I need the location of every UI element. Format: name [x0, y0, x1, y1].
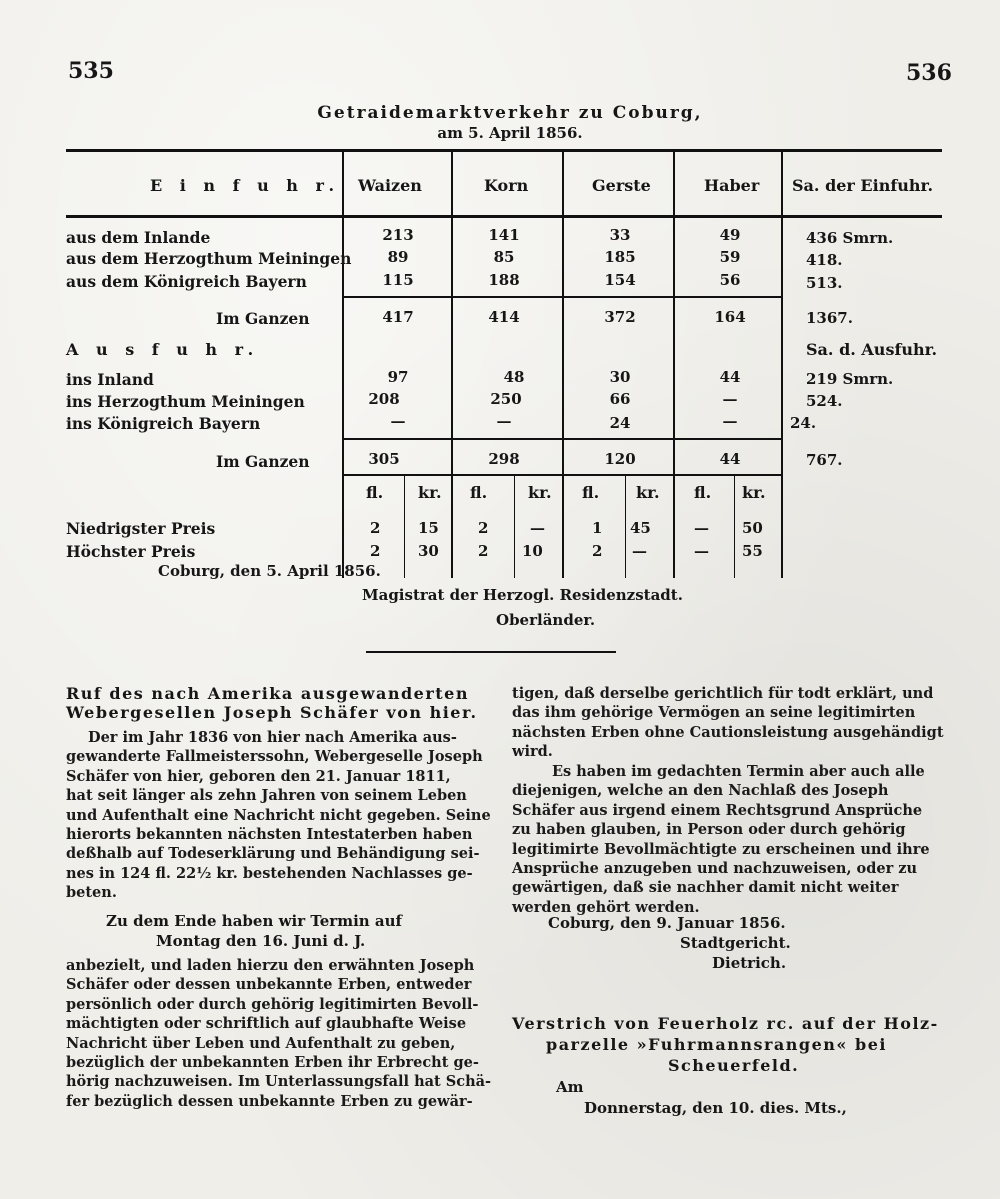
auction-heading-line3: Scheuerfeld. [668, 1056, 800, 1075]
price-cell: 2 [478, 542, 489, 560]
text-line: Nachricht über Leben und Aufenthalt zu geben, [66, 1034, 456, 1052]
price-cell: — [694, 519, 709, 537]
export-row-label: ins Königreich Bayern [66, 414, 261, 433]
import-cell: 85 [493, 248, 515, 266]
market-authority: Magistrat der Herzogl. Residenzstadt. [362, 586, 683, 604]
export-cell: 250 [490, 390, 522, 408]
text-line: deßhalb auf Todeserklärung und Behändigung sei- [66, 845, 480, 863]
text-line: das ihm gehörige Vermögen an seine legitimirten [512, 704, 916, 722]
notice-right-paragraph-2 [512, 762, 952, 917]
text-line: gewärtigen, daß sie nachher damit nicht weiter [512, 879, 899, 897]
price-cell: — [694, 542, 709, 560]
text-line: Ansprüche anzugeben und nachzuweisen, oder zu [512, 860, 918, 878]
import-cell: 154 [604, 271, 636, 289]
price-cell: 30 [418, 542, 439, 560]
export-row-label: ins Herzogthum Meiningen [66, 392, 305, 411]
export-total-sum: 767. [806, 451, 843, 469]
export-cell: 44 [719, 368, 741, 386]
price-cell: 15 [418, 519, 439, 537]
auction-heading-line1: Verstrich von Feuerholz rc. auf der Holz- [512, 1014, 939, 1033]
price-cell: 10 [522, 542, 543, 560]
text-line: gewanderte Fallmeisterssohn, Webergeselle Joseph [66, 748, 483, 766]
price-row-label: Niedrigster Preis [66, 519, 216, 538]
export-total-cell: 44 [719, 450, 741, 468]
notice-right-paragraph-1 [512, 684, 952, 762]
court-signer: Dietrich. [712, 954, 787, 972]
import-cell: 213 [382, 226, 414, 244]
text-line: zu haben glauben, in Person oder durch gehörig [512, 821, 906, 839]
export-cell: 48 [503, 368, 525, 386]
unit-kr: kr. [528, 483, 552, 502]
header-waizen: Waizen [358, 176, 422, 195]
export-cell: 97 [387, 368, 409, 386]
export-total-cell: 298 [488, 450, 520, 468]
text-line: hörig nachzuweisen. Im Unterlassungsfall hat Schä- [66, 1073, 492, 1091]
auction-date: Donnerstag, den 10. dies. Mts., [584, 1099, 847, 1117]
export-total-label: Im Ganzen [216, 452, 310, 471]
notice-paragraph-1 [66, 728, 491, 903]
table-vline-5 [781, 150, 783, 578]
notice-termin-line: Zu dem Ende haben wir Termin auf [106, 912, 402, 930]
table-vline-2 [451, 150, 453, 578]
court-date: Coburg, den 9. Januar 1856. [548, 914, 786, 932]
price-cell: 2 [592, 542, 603, 560]
header-gerste: Gerste [592, 176, 651, 195]
export-row-label: ins Inland [66, 370, 154, 389]
court-name: Stadtgericht. [680, 934, 791, 952]
header-haber: Haber [704, 176, 760, 195]
export-sum: 219 Smrn. [806, 370, 894, 388]
export-total-cell: 305 [368, 450, 400, 468]
export-cell: 208 [368, 390, 400, 408]
import-cell: 141 [488, 226, 520, 244]
notice-paragraph-3 [66, 956, 492, 1111]
text-line: Schäfer aus irgend einem Rechtsgrund Ansprüche [512, 801, 923, 819]
import-total-cell: 164 [714, 308, 746, 326]
import-total-cell: 414 [488, 308, 520, 326]
text-line: tigen, daß derselbe gerichtlich für todt erklärt, und [512, 685, 934, 702]
text-line: nächsten Erben ohne Cautionsleistung ausgehändigt [512, 723, 944, 741]
import-total-cell: 417 [382, 308, 414, 326]
import-sum: 436 Smrn. [806, 229, 894, 247]
price-cell: 2 [370, 519, 381, 537]
header-ausfuhr: A u s f u h r. [66, 340, 260, 359]
market-signer: Oberländer. [496, 611, 596, 629]
text-line: legitimirte Bevollmächtigte zu erscheinen und ihre [512, 840, 930, 858]
price-cell: 45 [630, 519, 651, 537]
export-cell: 24 [609, 414, 631, 432]
header-sum-ausfuhr: Sa. d. Ausfuhr. [806, 340, 938, 359]
import-cell: 115 [382, 271, 414, 289]
export-cell: 66 [609, 390, 631, 408]
price-cell: 2 [478, 519, 489, 537]
text-line: anbezielt, und laden hierzu den erwähnten Joseph [66, 957, 475, 974]
unit-fl: fl. [470, 483, 488, 502]
text-line: diejenigen, welche an den Nachlaß des Joseph [512, 782, 889, 800]
section-divider [366, 651, 616, 653]
page-number-left: 535 [68, 58, 114, 84]
text-line: Schäfer oder dessen unbekannte Erben, entweder [66, 976, 472, 994]
table-header-rule [66, 215, 942, 218]
unit-fl: fl. [694, 483, 712, 502]
text-line: bezüglich der unbekannten Erben ihr Erbrecht ge- [66, 1054, 479, 1072]
notice-heading-line2: Webergesellen Joseph Schäfer von hier. [66, 703, 478, 722]
export-sum: 524. [806, 392, 843, 410]
auction-heading-line2: parzelle »Fuhrmannsrangen« bei [546, 1035, 887, 1054]
text-line: persönlich oder durch gehörig legitimirten Bevoll- [66, 995, 479, 1013]
price-divider-3 [625, 476, 626, 578]
notice-heading-line1: Ruf des nach Amerika ausgewanderten [66, 684, 469, 703]
unit-kr: kr. [636, 483, 660, 502]
price-divider-1 [404, 476, 405, 578]
table-vline-3 [562, 150, 564, 578]
import-cell: 89 [387, 248, 409, 266]
import-cell: 56 [719, 271, 741, 289]
text-line: nes in 124 fl. 22½ kr. bestehenden Nachlasses ge- [66, 864, 473, 882]
import-cell: 188 [488, 271, 520, 289]
export-cell: — [722, 390, 738, 408]
text-line: Es haben im gedachten Termin aber auch alle [552, 763, 925, 780]
price-cell: 1 [592, 519, 603, 537]
import-total-cell: 372 [604, 308, 636, 326]
import-row-label: aus dem Königreich Bayern [66, 272, 307, 291]
export-cell: 30 [609, 368, 631, 386]
import-row-label: aus dem Inlande [66, 228, 211, 247]
price-divider-4 [734, 476, 735, 578]
import-total-label: Im Ganzen [216, 309, 310, 328]
auction-am: Am [556, 1078, 584, 1096]
header-korn: Korn [484, 176, 529, 195]
price-cell: 2 [370, 542, 381, 560]
export-cell: — [496, 412, 512, 430]
text-line: und Aufenthalt eine Nachricht nicht gegeben. Seine [66, 806, 491, 824]
text-line: wird. [512, 743, 553, 761]
text-line: mächtigten oder schriftlich auf glaubhafte Weise [66, 1015, 467, 1033]
text-line: hierorts bekannten nächsten Intestaterben haben [66, 826, 473, 844]
import-cell: 59 [719, 248, 741, 266]
header-einfuhr: E i n f u h r. [150, 176, 341, 195]
notice-termin-date: Montag den 16. Juni d. J. [156, 932, 366, 950]
price-cell: 55 [742, 542, 763, 560]
price-divider-2 [514, 476, 515, 578]
import-cell: 33 [609, 226, 631, 244]
text-line: Schäfer von hier, geboren den 21. Januar 1811, [66, 767, 451, 785]
text-line: Der im Jahr 1836 von hier nach Amerika aus- [88, 729, 457, 746]
import-total-sum: 1367. [806, 309, 853, 327]
unit-fl: fl. [582, 483, 600, 502]
import-cell: 49 [719, 226, 741, 244]
text-line: beten. [66, 884, 117, 902]
header-sum-einfuhr: Sa. der Einfuhr. [792, 176, 934, 195]
text-line: fer bezüglich dessen unbekannte Erben zu gewär- [66, 1092, 473, 1110]
page-number-right: 536 [906, 60, 952, 86]
price-cell: 50 [742, 519, 763, 537]
import-sum: 513. [806, 274, 843, 292]
export-cell: — [722, 412, 738, 430]
table-vline-4 [673, 150, 675, 578]
import-row-label: aus dem Herzogthum Meiningen [66, 249, 352, 268]
text-line: hat seit länger als zehn Jahren von seinem Leben [66, 787, 467, 805]
import-cell: 185 [604, 248, 636, 266]
price-row-label: Höchster Preis [66, 542, 196, 561]
table-top-rule [66, 149, 942, 152]
market-date: Coburg, den 5. April 1856. [158, 562, 381, 580]
table-vline-1 [342, 150, 344, 578]
text-line: werden gehört werden. [512, 898, 700, 916]
price-cell: — [632, 542, 647, 560]
unit-fl: fl. [366, 483, 384, 502]
market-title: Getraidemarktverkehr zu Coburg, [317, 103, 703, 123]
unit-kr: kr. [742, 483, 766, 502]
import-sum: 418. [806, 251, 843, 269]
price-cell: — [530, 519, 545, 537]
export-total-cell: 120 [604, 450, 636, 468]
export-sum: 24. [790, 414, 817, 432]
unit-kr: kr. [418, 483, 442, 502]
market-subtitle: am 5. April 1856. [437, 124, 583, 142]
export-cell: — [390, 412, 406, 430]
